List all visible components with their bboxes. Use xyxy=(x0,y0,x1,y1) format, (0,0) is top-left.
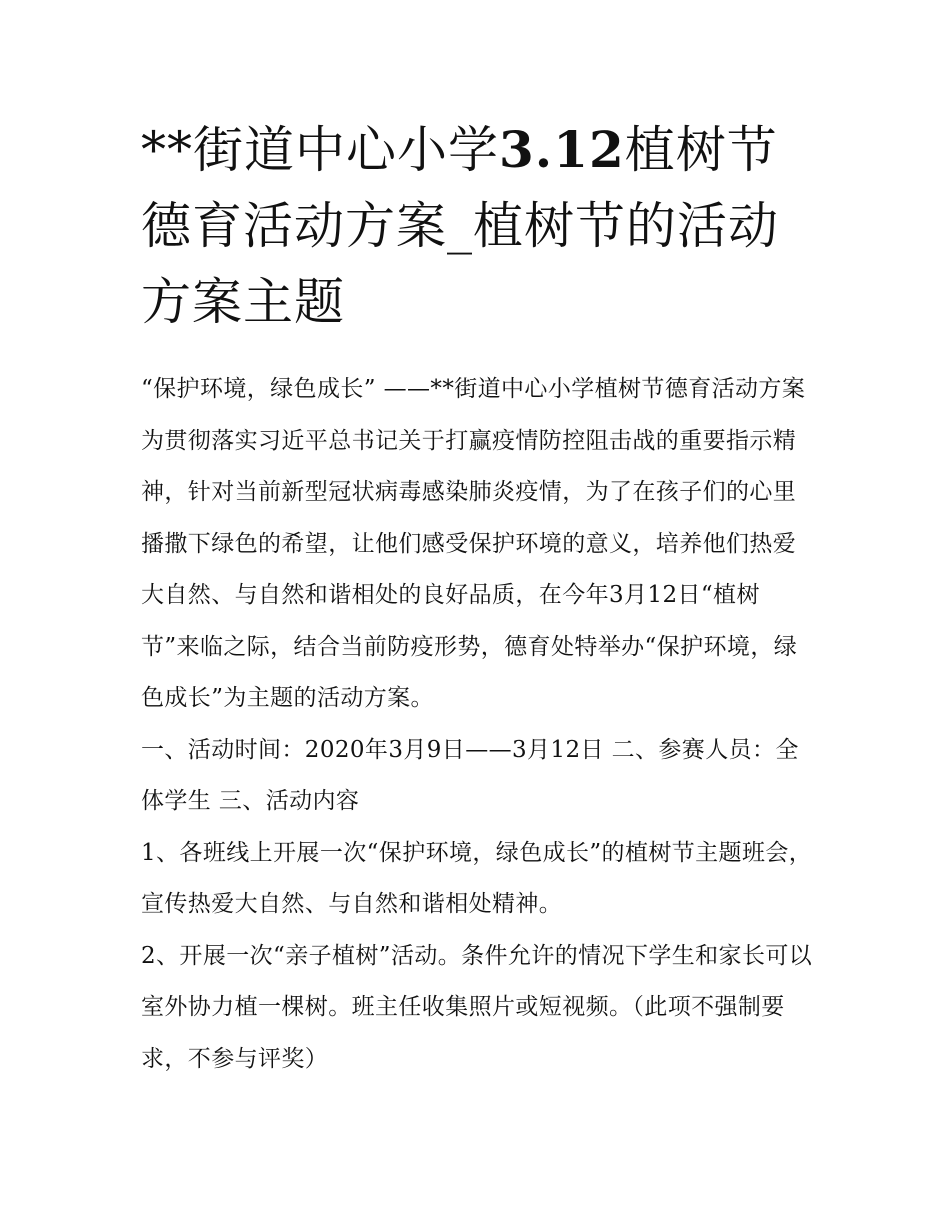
title-suffix: 植树节德育活动方案_植树节的活动方案主题 xyxy=(141,121,779,331)
document-title xyxy=(141,112,813,340)
intro-paragraph: 为贯彻落实习近平总书记关于打赢疫情防控阻击战的重要指示精神，针对当前新型冠状病毒感染肺炎疫情，为了在孩子们的心里播撒下绿色的希望，让他们感受保护环境的意义，培养他们热爱大自然、与自然和谐相处的良好品质，在今年3月12日“植树节”来临之际，结合当前防疫形势，德育处特举办“保护环境，绿色成长”为主题的活动方案。 xyxy=(141,427,798,711)
title-prefix: **街道中心小学 xyxy=(141,121,499,179)
activity-item-1: 1、各班线上开展一次“保护环境，绿色成长”的植树节主题班会，宣传热爱大自然、与自然和谐相处精神。 xyxy=(141,839,813,917)
sections-paragraph: 一、活动时间：2020年3月9日——3月12日 二、参赛人员：全体学生 三、活动内容 xyxy=(141,736,799,814)
subtitle-paragraph: “保护环境，绿色成长” ——**街道中心小学植树节德育活动方案 xyxy=(141,376,806,402)
activity-item-2: 2、开展一次“亲子植树”活动。条件允许的情况下学生和家长可以室外协力植一棵树。班主任收集照片或短视频。（此项不强制要求，不参与评奖） xyxy=(141,942,813,1072)
document-body xyxy=(141,112,813,1085)
title-date: 3.12 xyxy=(499,120,625,179)
